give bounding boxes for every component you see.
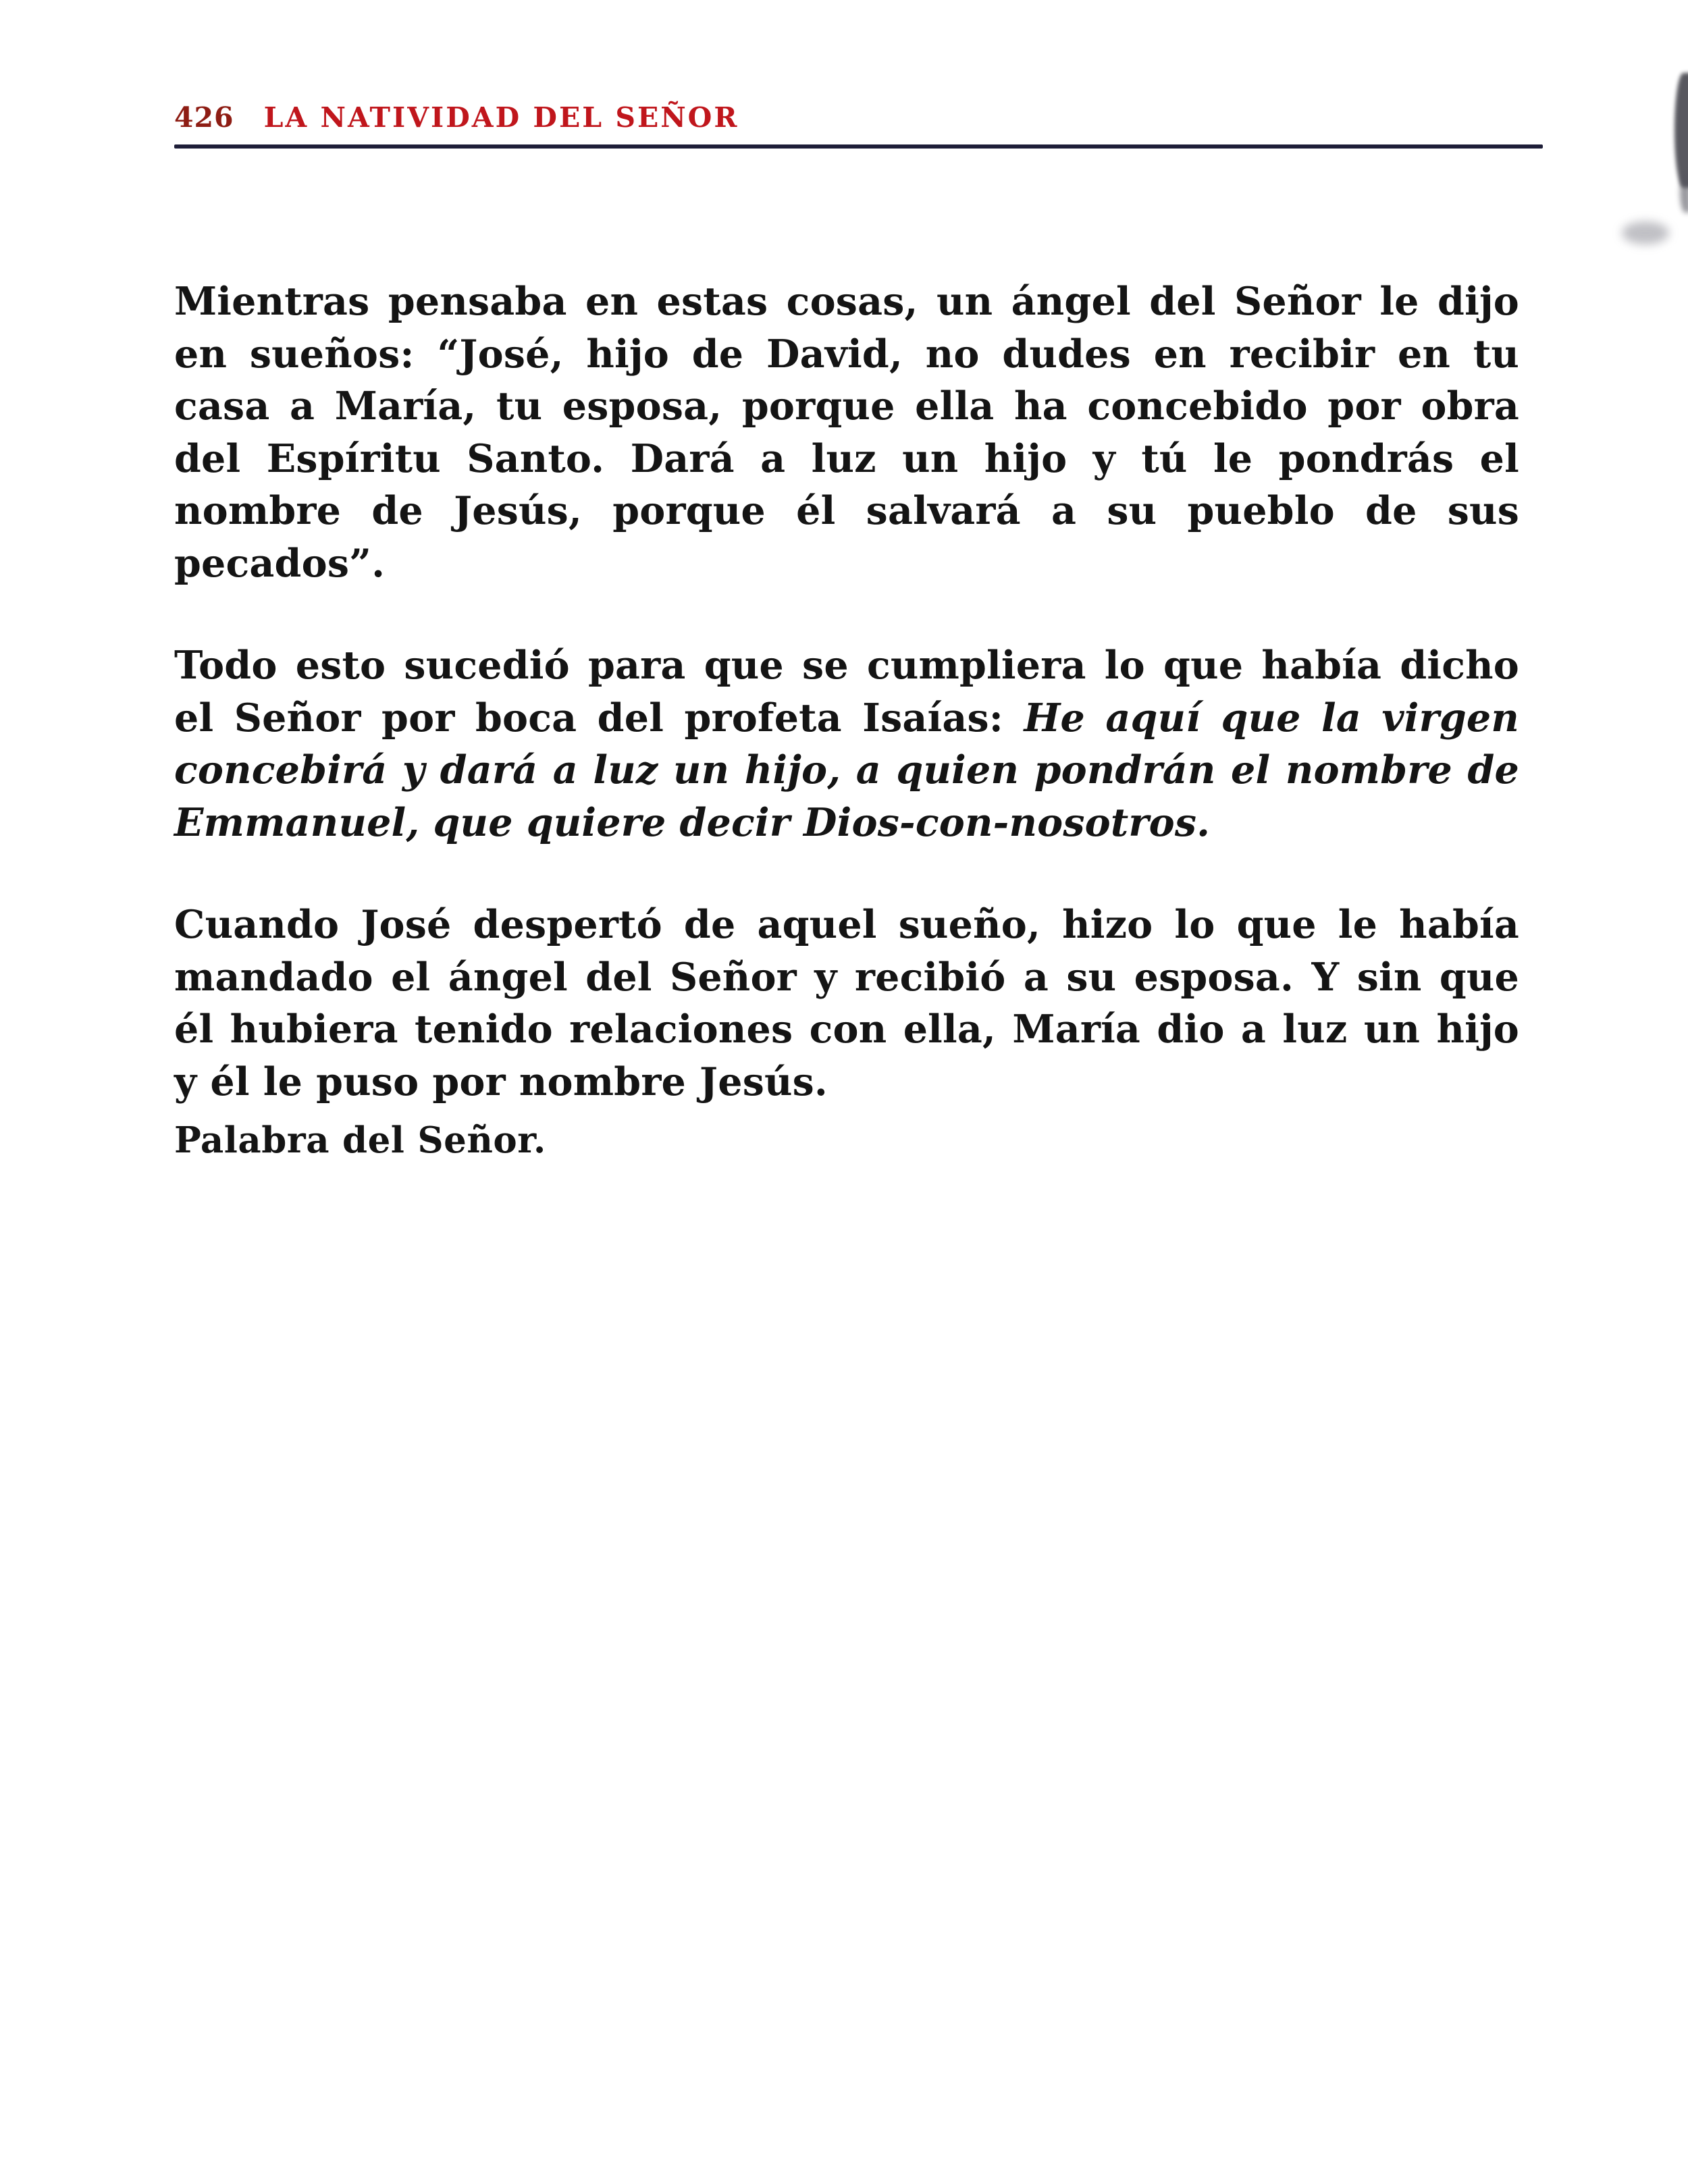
isaiah-quote: He aquí que la virgen concebirá y dará a luz un hijo, a quien pondrán el nombre de Emmanuel, que quiere decir Dios-con-nosotros. [174,695,1519,845]
gospel-paragraph-2 [174,639,1519,849]
scan-artifact-corner-lower [1680,172,1688,213]
running-head-title: LA NATIVIDAD DEL SEÑOR [263,101,739,134]
gospel-paragraph-1: Mientras pensaba en estas cosas, un ángel del Señor le dijo en sueños: “José, hijo de David, no dudes en recibir en tu casa a María, tu esposa, porque ella ha concebido por obra del Espíritu Santo. Dará a luz un hijo y tú le pondrás el nombre de Jesús, porque él salvará a su pueblo de sus pecados”. [174,279,1519,586]
running-head [0,0,1688,134]
closing-acclamation: Palabra del Señor. [174,1119,546,1162]
scan-artifact-corner [1674,73,1688,188]
scan-artifact-smudge [1622,221,1669,244]
gospel-paragraph-3: Cuando José despertó de aquel sueño, hizo lo que le había mandado el ángel del Señor y recibió a su esposa. Y sin que él hubiera tenido relaciones con ella, María dio a luz un hijo y él le puso por nombre Jesús. [174,902,1519,1104]
header-rule [174,144,1543,149]
paragraph-2-narrative: Todo esto sucedió para que se cumpliera lo que había dicho el Señor por boca del profeta Isaías: [174,643,1519,741]
gospel-reading [174,275,1519,1165]
page-number: 426 [174,101,234,134]
